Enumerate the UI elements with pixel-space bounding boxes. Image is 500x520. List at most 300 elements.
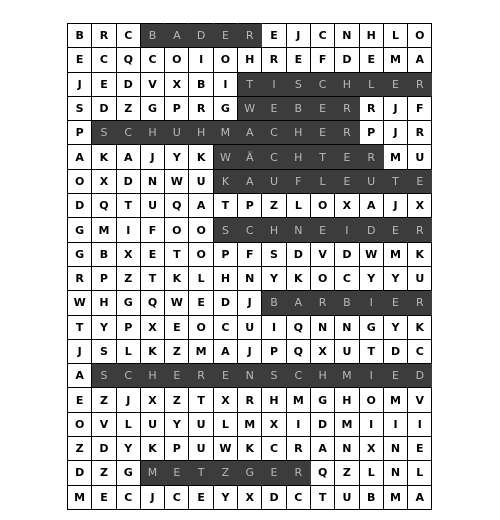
highlighted-letter-cell-barbier[interactable]: I bbox=[359, 291, 383, 315]
letter-cell[interactable]: U bbox=[189, 169, 213, 193]
letter-cell[interactable]: I bbox=[383, 412, 407, 436]
letter-cell[interactable]: Y bbox=[116, 437, 140, 461]
letter-cell[interactable]: I bbox=[116, 218, 140, 242]
highlighted-letter-cell-kaufleute[interactable]: U bbox=[359, 169, 383, 193]
letter-cell[interactable]: J bbox=[68, 72, 92, 96]
letter-cell[interactable]: Z bbox=[262, 194, 286, 218]
highlighted-letter-cell-barbier[interactable]: A bbox=[286, 291, 310, 315]
letter-cell[interactable]: O bbox=[189, 315, 213, 339]
highlighted-letter-cell-schneider[interactable]: S bbox=[213, 218, 237, 242]
highlighted-letter-cell-scherenschmied[interactable]: S bbox=[262, 364, 286, 388]
letter-cell[interactable]: A bbox=[116, 145, 140, 169]
highlighted-letter-cell-wächter[interactable]: W bbox=[213, 145, 237, 169]
letter-cell[interactable]: Z bbox=[68, 437, 92, 461]
letter-cell[interactable]: R bbox=[286, 437, 310, 461]
letter-cell[interactable]: B bbox=[92, 242, 116, 266]
letter-cell[interactable]: X bbox=[116, 242, 140, 266]
highlighted-letter-cell-metzger[interactable]: E bbox=[165, 461, 189, 485]
letter-cell[interactable]: U bbox=[335, 339, 359, 363]
letter-cell[interactable]: M bbox=[383, 145, 407, 169]
letter-cell[interactable]: I bbox=[286, 412, 310, 436]
letter-cell[interactable]: N bbox=[383, 437, 407, 461]
letter-cell[interactable]: K bbox=[238, 437, 262, 461]
letter-cell[interactable]: H bbox=[92, 291, 116, 315]
letter-cell[interactable]: O bbox=[359, 388, 383, 412]
highlighted-letter-cell-tischler[interactable]: S bbox=[286, 72, 310, 96]
letter-cell[interactable]: V bbox=[140, 72, 164, 96]
letter-cell[interactable]: X bbox=[335, 194, 359, 218]
highlighted-letter-cell-schuhmacher[interactable]: M bbox=[213, 121, 237, 145]
letter-cell[interactable]: Q bbox=[286, 315, 310, 339]
letter-cell[interactable]: G bbox=[140, 96, 164, 120]
letter-cell[interactable]: L bbox=[189, 266, 213, 290]
letter-cell[interactable]: N bbox=[335, 315, 359, 339]
letter-cell[interactable]: Z bbox=[92, 388, 116, 412]
letter-cell[interactable]: Y bbox=[359, 266, 383, 290]
letter-cell[interactable]: O bbox=[165, 218, 189, 242]
letter-cell[interactable]: D bbox=[92, 96, 116, 120]
highlighted-letter-cell-scherenschmied[interactable]: I bbox=[359, 364, 383, 388]
letter-cell[interactable]: O bbox=[408, 24, 432, 48]
letter-cell[interactable]: U bbox=[189, 412, 213, 436]
letter-cell[interactable]: T bbox=[359, 339, 383, 363]
highlighted-letter-cell-schneider[interactable]: E bbox=[310, 218, 334, 242]
highlighted-letter-cell-metzger[interactable]: T bbox=[189, 461, 213, 485]
letter-cell[interactable]: X bbox=[359, 437, 383, 461]
highlighted-letter-cell-wächter[interactable]: Ä bbox=[238, 145, 262, 169]
letter-cell[interactable]: A bbox=[213, 339, 237, 363]
letter-cell[interactable]: K bbox=[140, 339, 164, 363]
letter-cell[interactable]: O bbox=[213, 48, 237, 72]
letter-cell[interactable]: S bbox=[68, 96, 92, 120]
letter-cell[interactable]: C bbox=[286, 485, 310, 509]
highlighted-letter-cell-barbier[interactable]: R bbox=[310, 291, 334, 315]
letter-cell[interactable]: Q bbox=[165, 194, 189, 218]
letter-cell[interactable]: M bbox=[92, 218, 116, 242]
letter-cell[interactable]: P bbox=[116, 315, 140, 339]
letter-cell[interactable]: D bbox=[92, 437, 116, 461]
letter-cell[interactable]: F bbox=[310, 48, 334, 72]
highlighted-letter-cell-schuhmacher[interactable]: H bbox=[140, 121, 164, 145]
highlighted-letter-cell-schneider[interactable]: D bbox=[359, 218, 383, 242]
letter-cell[interactable]: C bbox=[262, 437, 286, 461]
highlighted-letter-cell-wächter[interactable]: E bbox=[335, 145, 359, 169]
letter-cell[interactable]: O bbox=[165, 48, 189, 72]
letter-cell[interactable]: E bbox=[92, 72, 116, 96]
letter-cell[interactable]: L bbox=[286, 194, 310, 218]
letter-cell[interactable]: L bbox=[116, 412, 140, 436]
letter-cell[interactable]: S bbox=[262, 242, 286, 266]
letter-cell[interactable]: H bbox=[262, 388, 286, 412]
letter-cell[interactable]: W bbox=[213, 437, 237, 461]
letter-cell[interactable]: R bbox=[262, 48, 286, 72]
letter-cell[interactable]: Q bbox=[116, 48, 140, 72]
letter-cell[interactable]: J bbox=[238, 339, 262, 363]
highlighted-letter-cell-bader[interactable]: R bbox=[238, 24, 262, 48]
letter-cell[interactable]: P bbox=[262, 339, 286, 363]
letter-cell[interactable]: E bbox=[92, 485, 116, 509]
highlighted-letter-cell-bader[interactable]: E bbox=[213, 24, 237, 48]
letter-cell[interactable]: K bbox=[286, 266, 310, 290]
letter-cell[interactable]: G bbox=[359, 315, 383, 339]
letter-cell[interactable]: Z bbox=[335, 461, 359, 485]
letter-cell[interactable]: G bbox=[310, 388, 334, 412]
highlighted-letter-cell-tischler[interactable]: E bbox=[383, 72, 407, 96]
letter-cell[interactable]: V bbox=[408, 388, 432, 412]
letter-cell[interactable]: M bbox=[68, 485, 92, 509]
letter-cell[interactable]: J bbox=[140, 485, 164, 509]
highlighted-letter-cell-kaufleute[interactable]: E bbox=[335, 169, 359, 193]
highlighted-letter-cell-kaufleute[interactable]: F bbox=[286, 169, 310, 193]
letter-cell[interactable]: X bbox=[165, 72, 189, 96]
highlighted-letter-cell-scherenschmied[interactable]: C bbox=[116, 364, 140, 388]
letter-cell[interactable]: X bbox=[310, 339, 334, 363]
letter-cell[interactable]: N bbox=[238, 266, 262, 290]
letter-cell[interactable]: D bbox=[310, 412, 334, 436]
letter-cell[interactable]: Y bbox=[92, 315, 116, 339]
letter-cell[interactable]: Q bbox=[310, 461, 334, 485]
letter-cell[interactable]: T bbox=[140, 266, 164, 290]
letter-cell[interactable]: L bbox=[383, 24, 407, 48]
highlighted-letter-cell-barbier[interactable]: B bbox=[262, 291, 286, 315]
letter-cell[interactable]: C bbox=[165, 485, 189, 509]
letter-cell[interactable]: I bbox=[189, 48, 213, 72]
letter-cell[interactable]: E bbox=[359, 48, 383, 72]
letter-cell[interactable]: P bbox=[213, 242, 237, 266]
letter-cell[interactable]: Q bbox=[92, 194, 116, 218]
letter-cell[interactable]: H bbox=[238, 48, 262, 72]
letter-cell[interactable]: P bbox=[68, 121, 92, 145]
letter-cell[interactable]: Z bbox=[165, 339, 189, 363]
letter-cell[interactable]: T bbox=[116, 194, 140, 218]
highlighted-letter-cell-tischler[interactable]: L bbox=[359, 72, 383, 96]
highlighted-letter-cell-kaufleute[interactable]: U bbox=[262, 169, 286, 193]
highlighted-letter-cell-weber[interactable]: R bbox=[335, 96, 359, 120]
letter-cell[interactable]: C bbox=[335, 266, 359, 290]
letter-cell[interactable]: M bbox=[189, 339, 213, 363]
highlighted-letter-cell-barbier[interactable]: B bbox=[335, 291, 359, 315]
letter-cell[interactable]: R bbox=[92, 24, 116, 48]
letter-cell[interactable]: I bbox=[213, 72, 237, 96]
highlighted-letter-cell-kaufleute[interactable]: E bbox=[408, 169, 432, 193]
letter-cell[interactable]: X bbox=[140, 388, 164, 412]
highlighted-letter-cell-tischler[interactable]: I bbox=[262, 72, 286, 96]
letter-cell[interactable]: G bbox=[68, 242, 92, 266]
letter-cell[interactable]: G bbox=[68, 218, 92, 242]
letter-cell[interactable]: F bbox=[140, 218, 164, 242]
letter-cell[interactable]: E bbox=[140, 242, 164, 266]
letter-cell[interactable]: H bbox=[213, 266, 237, 290]
letter-cell[interactable]: J bbox=[383, 121, 407, 145]
letter-cell[interactable]: D bbox=[116, 72, 140, 96]
letter-cell[interactable]: V bbox=[310, 242, 334, 266]
highlighted-letter-cell-weber[interactable]: E bbox=[310, 96, 334, 120]
letter-cell[interactable]: T bbox=[189, 388, 213, 412]
letter-cell[interactable]: G bbox=[116, 461, 140, 485]
highlighted-letter-cell-kaufleute[interactable]: A bbox=[238, 169, 262, 193]
letter-cell[interactable]: M bbox=[238, 412, 262, 436]
letter-cell[interactable]: Y bbox=[262, 266, 286, 290]
letter-cell[interactable]: K bbox=[408, 315, 432, 339]
highlighted-letter-cell-barbier[interactable]: E bbox=[383, 291, 407, 315]
letter-cell[interactable]: M bbox=[286, 388, 310, 412]
highlighted-letter-cell-bader[interactable]: A bbox=[165, 24, 189, 48]
letter-cell[interactable]: Y bbox=[213, 485, 237, 509]
highlighted-letter-cell-wächter[interactable]: H bbox=[286, 145, 310, 169]
letter-cell[interactable]: M bbox=[383, 242, 407, 266]
letter-cell[interactable]: I bbox=[408, 412, 432, 436]
letter-cell[interactable]: P bbox=[238, 194, 262, 218]
letter-cell[interactable]: H bbox=[359, 24, 383, 48]
letter-cell[interactable]: E bbox=[189, 485, 213, 509]
letter-cell[interactable]: R bbox=[68, 266, 92, 290]
highlighted-letter-cell-tischler[interactable]: T bbox=[238, 72, 262, 96]
letter-cell[interactable]: R bbox=[359, 96, 383, 120]
highlighted-letter-cell-metzger[interactable]: Z bbox=[213, 461, 237, 485]
letter-cell[interactable]: O bbox=[310, 194, 334, 218]
highlighted-letter-cell-schuhmacher[interactable]: E bbox=[310, 121, 334, 145]
letter-cell[interactable]: A bbox=[68, 364, 92, 388]
letter-cell[interactable]: F bbox=[408, 96, 432, 120]
letter-cell[interactable]: C bbox=[408, 339, 432, 363]
letter-cell[interactable]: J bbox=[140, 145, 164, 169]
highlighted-letter-cell-scherenschmied[interactable]: E bbox=[213, 364, 237, 388]
letter-cell[interactable]: T bbox=[68, 315, 92, 339]
letter-cell[interactable]: D bbox=[335, 242, 359, 266]
letter-cell[interactable]: X bbox=[408, 194, 432, 218]
highlighted-letter-cell-schneider[interactable]: R bbox=[408, 218, 432, 242]
highlighted-letter-cell-scherenschmied[interactable]: E bbox=[165, 364, 189, 388]
letter-cell[interactable]: M bbox=[383, 485, 407, 509]
letter-cell[interactable]: Z bbox=[116, 266, 140, 290]
highlighted-letter-cell-weber[interactable]: E bbox=[262, 96, 286, 120]
letter-cell[interactable]: W bbox=[165, 291, 189, 315]
letter-cell[interactable]: L bbox=[408, 461, 432, 485]
letter-cell[interactable]: H bbox=[335, 388, 359, 412]
letter-cell[interactable]: T bbox=[213, 194, 237, 218]
letter-cell[interactable]: S bbox=[92, 339, 116, 363]
letter-cell[interactable]: P bbox=[359, 121, 383, 145]
letter-cell[interactable]: U bbox=[189, 437, 213, 461]
highlighted-letter-cell-bader[interactable]: D bbox=[189, 24, 213, 48]
letter-cell[interactable]: Y bbox=[165, 145, 189, 169]
letter-cell[interactable]: K bbox=[140, 437, 164, 461]
highlighted-letter-cell-scherenschmied[interactable]: S bbox=[92, 364, 116, 388]
letter-cell[interactable]: K bbox=[408, 242, 432, 266]
letter-cell[interactable]: Z bbox=[165, 388, 189, 412]
letter-cell[interactable]: X bbox=[140, 315, 164, 339]
highlighted-letter-cell-weber[interactable]: W bbox=[238, 96, 262, 120]
highlighted-letter-cell-wächter[interactable]: C bbox=[262, 145, 286, 169]
letter-cell[interactable]: F bbox=[238, 242, 262, 266]
highlighted-letter-cell-kaufleute[interactable]: T bbox=[383, 169, 407, 193]
letter-cell[interactable]: J bbox=[383, 194, 407, 218]
letter-cell[interactable]: D bbox=[116, 169, 140, 193]
highlighted-letter-cell-schneider[interactable]: H bbox=[262, 218, 286, 242]
letter-cell[interactable]: B bbox=[359, 485, 383, 509]
highlighted-letter-cell-tischler[interactable]: R bbox=[408, 72, 432, 96]
letter-cell[interactable]: G bbox=[213, 96, 237, 120]
highlighted-letter-cell-scherenschmied[interactable]: R bbox=[189, 364, 213, 388]
letter-cell[interactable]: C bbox=[116, 485, 140, 509]
letter-cell[interactable]: Q bbox=[140, 291, 164, 315]
letter-cell[interactable]: K bbox=[165, 266, 189, 290]
letter-cell[interactable]: P bbox=[165, 437, 189, 461]
letter-cell[interactable]: N bbox=[335, 437, 359, 461]
letter-cell[interactable]: U bbox=[408, 266, 432, 290]
letter-cell[interactable]: A bbox=[408, 485, 432, 509]
letter-cell[interactable]: A bbox=[68, 145, 92, 169]
letter-cell[interactable]: E bbox=[262, 24, 286, 48]
letter-cell[interactable]: E bbox=[165, 315, 189, 339]
highlighted-letter-cell-scherenschmied[interactable]: M bbox=[335, 364, 359, 388]
letter-cell[interactable]: D bbox=[68, 461, 92, 485]
letter-cell[interactable]: T bbox=[310, 485, 334, 509]
letter-cell[interactable]: V bbox=[92, 412, 116, 436]
letter-cell[interactable]: C bbox=[213, 315, 237, 339]
letter-cell[interactable]: X bbox=[92, 169, 116, 193]
highlighted-letter-cell-tischler[interactable]: H bbox=[335, 72, 359, 96]
letter-cell[interactable]: W bbox=[359, 242, 383, 266]
letter-cell[interactable]: U bbox=[335, 485, 359, 509]
letter-cell[interactable]: I bbox=[262, 315, 286, 339]
letter-cell[interactable]: D bbox=[383, 339, 407, 363]
letter-cell[interactable]: C bbox=[310, 24, 334, 48]
letter-cell[interactable]: L bbox=[116, 339, 140, 363]
letter-cell[interactable]: D bbox=[213, 291, 237, 315]
letter-cell[interactable]: T bbox=[165, 242, 189, 266]
highlighted-letter-cell-schuhmacher[interactable]: U bbox=[165, 121, 189, 145]
highlighted-letter-cell-schneider[interactable]: I bbox=[335, 218, 359, 242]
letter-cell[interactable]: B bbox=[68, 24, 92, 48]
highlighted-letter-cell-scherenschmied[interactable]: C bbox=[286, 364, 310, 388]
letter-cell[interactable]: N bbox=[310, 315, 334, 339]
highlighted-letter-cell-schuhmacher[interactable]: H bbox=[286, 121, 310, 145]
letter-cell[interactable]: N bbox=[140, 169, 164, 193]
letter-cell[interactable]: O bbox=[68, 169, 92, 193]
highlighted-letter-cell-scherenschmied[interactable]: E bbox=[383, 364, 407, 388]
highlighted-letter-cell-metzger[interactable]: R bbox=[286, 461, 310, 485]
letter-cell[interactable]: C bbox=[116, 24, 140, 48]
letter-cell[interactable]: J bbox=[286, 24, 310, 48]
letter-cell[interactable]: E bbox=[189, 291, 213, 315]
highlighted-letter-cell-scherenschmied[interactable]: D bbox=[408, 364, 432, 388]
letter-cell[interactable]: Q bbox=[286, 339, 310, 363]
letter-cell[interactable]: J bbox=[383, 96, 407, 120]
highlighted-letter-cell-tischler[interactable]: C bbox=[310, 72, 334, 96]
letter-cell[interactable]: W bbox=[165, 169, 189, 193]
letter-cell[interactable]: J bbox=[68, 339, 92, 363]
highlighted-letter-cell-kaufleute[interactable]: K bbox=[213, 169, 237, 193]
letter-cell[interactable]: R bbox=[238, 388, 262, 412]
letter-cell[interactable]: W bbox=[68, 291, 92, 315]
letter-cell[interactable]: Y bbox=[383, 315, 407, 339]
letter-cell[interactable]: Z bbox=[116, 96, 140, 120]
letter-cell[interactable]: J bbox=[238, 291, 262, 315]
letter-cell[interactable]: E bbox=[68, 48, 92, 72]
letter-cell[interactable]: U bbox=[238, 315, 262, 339]
letter-cell[interactable]: K bbox=[92, 145, 116, 169]
letter-cell[interactable]: N bbox=[383, 461, 407, 485]
letter-cell[interactable]: O bbox=[310, 266, 334, 290]
highlighted-letter-cell-metzger[interactable]: E bbox=[262, 461, 286, 485]
letter-cell[interactable]: Y bbox=[383, 266, 407, 290]
letter-cell[interactable]: X bbox=[213, 388, 237, 412]
letter-cell[interactable]: D bbox=[262, 485, 286, 509]
letter-cell[interactable]: C bbox=[92, 48, 116, 72]
letter-cell[interactable]: R bbox=[189, 96, 213, 120]
letter-cell[interactable]: G bbox=[116, 291, 140, 315]
letter-cell[interactable]: E bbox=[286, 48, 310, 72]
letter-cell[interactable]: J bbox=[116, 388, 140, 412]
letter-cell[interactable]: U bbox=[140, 194, 164, 218]
letter-cell[interactable]: A bbox=[359, 194, 383, 218]
letter-cell[interactable]: K bbox=[189, 145, 213, 169]
highlighted-letter-cell-schuhmacher[interactable]: C bbox=[116, 121, 140, 145]
letter-cell[interactable]: O bbox=[189, 218, 213, 242]
letter-cell[interactable]: L bbox=[359, 461, 383, 485]
letter-cell[interactable]: E bbox=[68, 388, 92, 412]
highlighted-letter-cell-scherenschmied[interactable]: H bbox=[140, 364, 164, 388]
letter-cell[interactable]: U bbox=[408, 145, 432, 169]
highlighted-letter-cell-metzger[interactable]: M bbox=[140, 461, 164, 485]
letter-cell[interactable]: M bbox=[383, 48, 407, 72]
highlighted-letter-cell-schuhmacher[interactable]: R bbox=[335, 121, 359, 145]
highlighted-letter-cell-weber[interactable]: B bbox=[286, 96, 310, 120]
letter-cell[interactable]: R bbox=[408, 121, 432, 145]
letter-cell[interactable]: E bbox=[408, 437, 432, 461]
letter-cell[interactable]: D bbox=[68, 194, 92, 218]
highlighted-letter-cell-scherenschmied[interactable]: H bbox=[310, 364, 334, 388]
highlighted-letter-cell-schuhmacher[interactable]: C bbox=[262, 121, 286, 145]
letter-cell[interactable]: A bbox=[310, 437, 334, 461]
letter-cell[interactable]: I bbox=[359, 412, 383, 436]
letter-cell[interactable]: P bbox=[92, 266, 116, 290]
highlighted-letter-cell-metzger[interactable]: G bbox=[238, 461, 262, 485]
highlighted-letter-cell-schuhmacher[interactable]: A bbox=[238, 121, 262, 145]
letter-cell[interactable]: Z bbox=[92, 461, 116, 485]
highlighted-letter-cell-schneider[interactable]: N bbox=[286, 218, 310, 242]
highlighted-letter-cell-kaufleute[interactable]: L bbox=[310, 169, 334, 193]
highlighted-letter-cell-barbier[interactable]: R bbox=[408, 291, 432, 315]
letter-cell[interactable]: C bbox=[140, 48, 164, 72]
letter-cell[interactable]: M bbox=[335, 412, 359, 436]
highlighted-letter-cell-bader[interactable]: B bbox=[140, 24, 164, 48]
letter-cell[interactable]: A bbox=[408, 48, 432, 72]
letter-cell[interactable]: X bbox=[238, 485, 262, 509]
letter-cell[interactable]: N bbox=[335, 24, 359, 48]
highlighted-letter-cell-wächter[interactable]: R bbox=[359, 145, 383, 169]
letter-cell[interactable]: D bbox=[286, 242, 310, 266]
highlighted-letter-cell-wächter[interactable]: T bbox=[310, 145, 334, 169]
highlighted-letter-cell-schneider[interactable]: E bbox=[383, 218, 407, 242]
letter-cell[interactable]: B bbox=[189, 72, 213, 96]
highlighted-letter-cell-scherenschmied[interactable]: N bbox=[238, 364, 262, 388]
letter-cell[interactable]: A bbox=[189, 194, 213, 218]
letter-cell[interactable]: O bbox=[68, 412, 92, 436]
letter-cell[interactable]: D bbox=[335, 48, 359, 72]
letter-cell[interactable]: M bbox=[383, 388, 407, 412]
highlighted-letter-cell-schuhmacher[interactable]: S bbox=[92, 121, 116, 145]
letter-cell[interactable]: O bbox=[189, 242, 213, 266]
highlighted-letter-cell-schuhmacher[interactable]: H bbox=[189, 121, 213, 145]
letter-cell[interactable]: U bbox=[140, 412, 164, 436]
letter-cell[interactable]: X bbox=[262, 412, 286, 436]
letter-cell[interactable]: Y bbox=[165, 412, 189, 436]
letter-cell[interactable]: P bbox=[165, 96, 189, 120]
letter-cell[interactable]: L bbox=[213, 412, 237, 436]
highlighted-letter-cell-schneider[interactable]: C bbox=[238, 218, 262, 242]
